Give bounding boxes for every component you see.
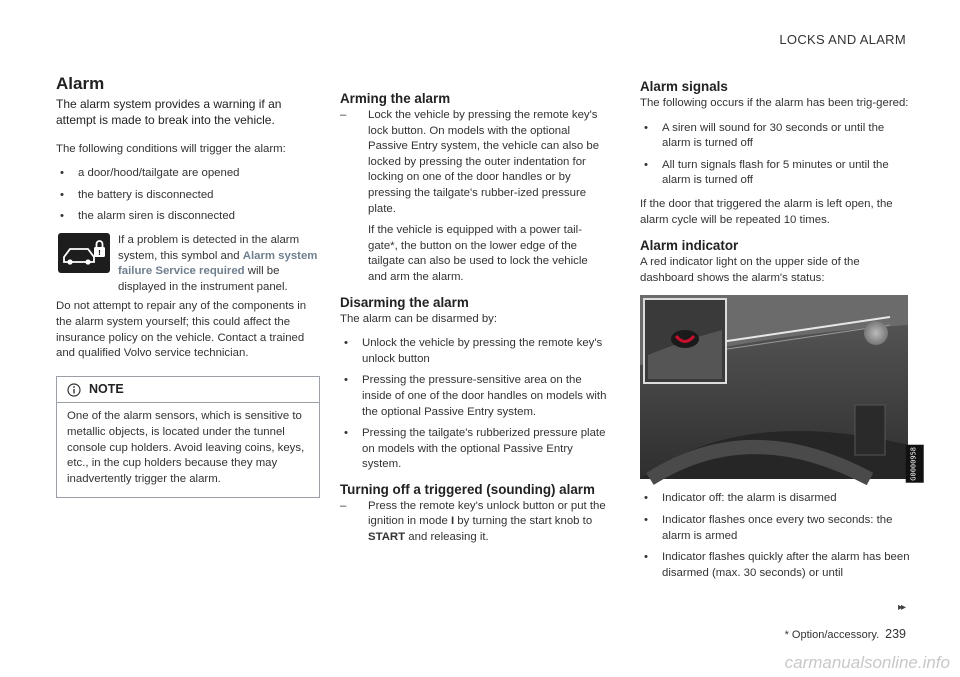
list-item: • the alarm siren is disconnected	[56, 209, 320, 225]
note-box	[56, 376, 320, 499]
list-item	[340, 499, 608, 546]
list-item: • All turn signals flash for 5 minutes or until the alarm is turned off	[640, 158, 910, 189]
ignition-mode: I	[450, 515, 455, 528]
info-icon	[67, 383, 81, 397]
list-item	[340, 108, 608, 286]
svg-text:!: !	[97, 248, 102, 257]
indicator-intro: A red indicator light on the upper side of the dashboard shows the alarm's status:	[640, 256, 860, 284]
disarming-intro: The alarm can be disarmed by:	[340, 312, 498, 325]
signals-heading: Alarm signals	[640, 79, 728, 94]
section-header: LOCKS AND ALARM	[779, 32, 906, 47]
column-1	[56, 76, 320, 498]
alarm-failure-message: Alarm system failure Service required	[118, 249, 318, 278]
dashboard-indicator-photo	[640, 295, 918, 482]
arming-steps	[340, 108, 608, 286]
symbol-description	[118, 233, 320, 295]
repair-warning: Do not attempt to repair any of the components in the alarm system yourself; this could affect the insurance policy on the vehicle. Contact a trained and qualified Volvo service technician.	[56, 300, 307, 360]
turn-off-text-2: by turning the start knob to	[454, 515, 593, 528]
start-knob-label: START	[368, 531, 406, 544]
signals-list	[640, 121, 910, 189]
arming-heading: Arming the alarm	[340, 91, 451, 106]
footnote: * Option/accessory.	[784, 629, 880, 641]
turn-off-heading: Turning off a triggered (sounding) alarm	[340, 481, 595, 497]
alarm-failure-symbol-block	[56, 233, 320, 295]
list-item: • Pressing the pressure-sensitive area on the inside of one of the door handles on models with the optional Passive Entry system.	[340, 373, 608, 420]
conditions-intro: The following conditions will trigger the alarm:	[56, 142, 286, 155]
list-item: • A siren will sound for 30 seconds or until the alarm is turned off	[640, 121, 910, 152]
note-label: NOTE	[89, 381, 124, 396]
next-page-arrows-icon: ▸▸	[897, 602, 904, 613]
indicator-heading: Alarm indicator	[640, 238, 739, 254]
column-3	[640, 78, 918, 589]
disarming-heading: Disarming the alarm	[340, 294, 469, 310]
symbol-text-end: will be displayed in the instrument panel.	[118, 265, 288, 293]
signals-intro: The following occurs if the alarm has been trig-gered:	[640, 97, 909, 109]
car-lock-warning-icon	[58, 233, 110, 273]
list-item: • Pressing the tailgate's rubberized pressure plate on models with the optional Passive Entry system.	[340, 426, 608, 473]
list-item: • Unlock the vehicle by pressing the remote key's unlock button	[340, 336, 608, 367]
list-item: • Indicator off: the alarm is disarmed	[640, 491, 910, 507]
turn-off-text: Press the remote key's unlock button or put the ignition in mode	[368, 499, 606, 528]
arming-extra: If the vehicle is equipped with a power tail-gate*, the button on the lower edge of the tailgate can also be used to lock the vehicle and arm the alarm.	[368, 224, 588, 283]
symbol-text: If a problem is detected in the alarm system, this symbol and	[118, 233, 300, 262]
page-number: 239	[885, 627, 906, 641]
conditions-list	[56, 166, 320, 225]
photo-code: G0000958	[906, 445, 924, 483]
lead-paragraph: The alarm system provides a warning if an attempt is made to break into the vehicle.	[56, 96, 282, 127]
page-title: Alarm	[56, 74, 105, 93]
watermark-text: carmanualsonline.info	[784, 653, 950, 672]
indicator-list	[640, 491, 910, 581]
disarming-list	[340, 336, 608, 473]
list-item: • Indicator flashes once every two seconds: the alarm is armed	[640, 513, 910, 544]
note-body: One of the alarm sensors, which is sensitive to metallic objects, is located under the tunnel console cup holders. Avoid leaving coins, keys, etc., in the cup holders because they may inadvertently trigger the alarm.	[67, 410, 305, 485]
column-2	[340, 90, 608, 554]
turn-off-steps	[340, 499, 608, 546]
list-item: • Indicator flashes quickly after the alarm has been disarmed (max. 30 seconds) or until	[640, 550, 910, 581]
arming-step-text: – Lock the vehicle by pressing the remote key's lock button. On models with the optional Passive Entry system, the vehicle can also be locked by pressing the outer indentation for locking on one of the door handles or by pressing the tailgate's rubber-ized pressure plate.	[368, 109, 600, 215]
list-item: • a door/hood/tailgate are opened	[56, 166, 320, 182]
note-header	[57, 377, 319, 404]
signals-note: If the door that triggered the alarm is left open, the alarm cycle will be repeated 10 times.	[640, 197, 893, 226]
turn-off-text-3: and releasing it.	[405, 531, 489, 544]
list-item: • the battery is disconnected	[56, 188, 320, 204]
page-footer	[785, 627, 906, 641]
